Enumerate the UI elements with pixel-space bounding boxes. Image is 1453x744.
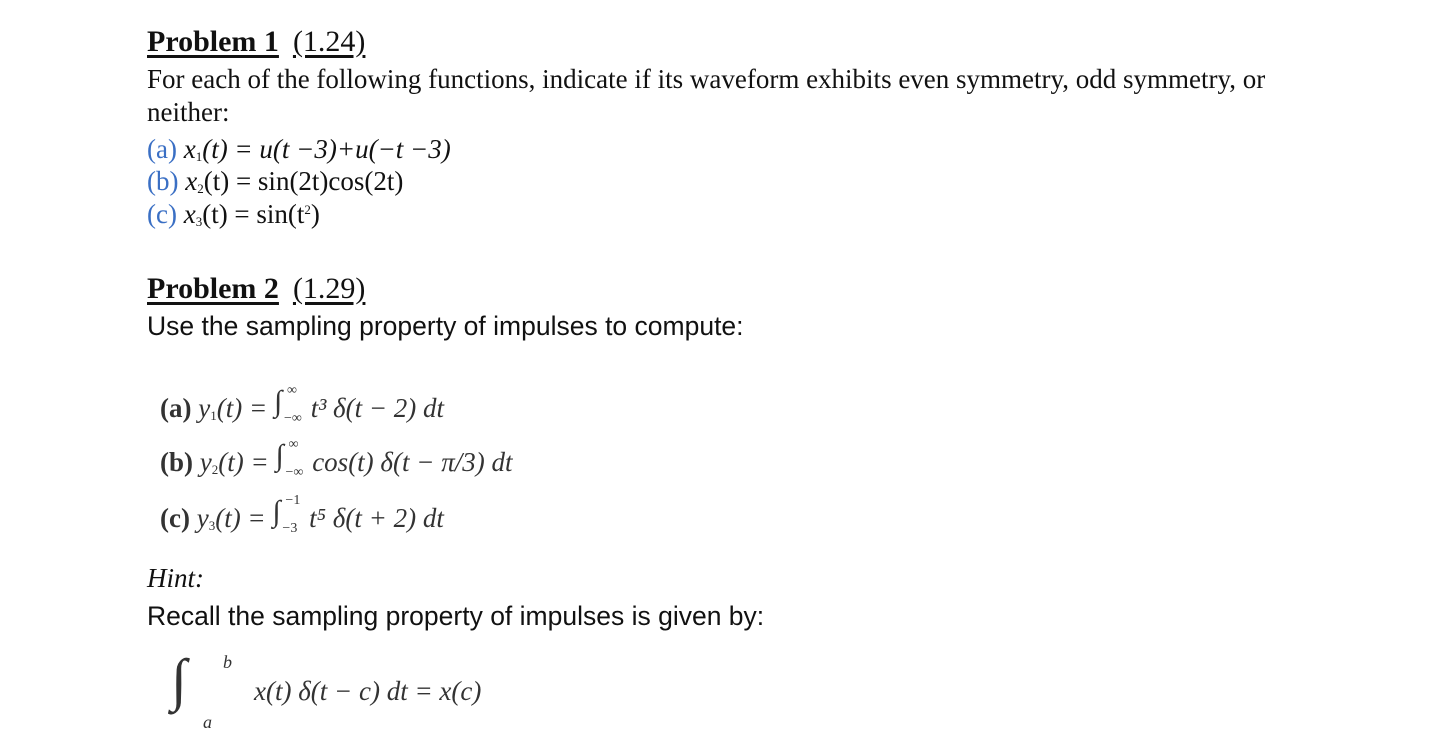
item-label: (a) xyxy=(147,134,177,164)
integral-sign: ∫ xyxy=(273,384,283,418)
item-label: (b) xyxy=(147,166,179,196)
hint-text: Recall the sampling property of impulses is given by: xyxy=(147,601,765,631)
problem-1-item-a: (a) $x_1(t) = u(t -3)+u(-t -3)$ xyxy=(147,134,451,164)
item-label: (a) xyxy=(160,393,192,423)
hint-formula: x(t) δ(t − c) dt = x(c) xyxy=(254,676,482,706)
item-label: (b) xyxy=(160,447,193,477)
problem-1-title: Problem 1 xyxy=(147,25,279,58)
hint-upper-limit: b xyxy=(223,652,232,672)
problem-2-title: Problem 2 xyxy=(147,272,279,305)
integral-sign: ∫ xyxy=(272,494,281,528)
integral-sign: ∫ xyxy=(275,438,284,472)
hint-title: Hint: xyxy=(147,563,204,593)
problem-2-item-a: (a) $y_1(t)$ = ∫ ∞ −∞ t³ δ(t − 2) dt xyxy=(160,382,445,426)
hint-integral-sign: ∫ xyxy=(171,647,187,712)
problem-2-ref: (1.29) xyxy=(292,272,366,305)
problem-2-description: Use the sampling property of impulses to compute: xyxy=(147,311,744,341)
problem-1-item-c: (c) $x_3(t) = \sin(t^2)$ xyxy=(147,199,320,229)
problem-1-heading xyxy=(147,25,365,59)
problem-1-item-b: (b) $x_2(t) = \sin(2t)\cos(2t)$ xyxy=(147,166,404,196)
problem-1-ref: (1.24) xyxy=(292,25,366,58)
item-label: (c) xyxy=(147,199,177,229)
hint-lower-limit: a xyxy=(203,712,212,732)
problem-2-heading xyxy=(147,272,365,306)
problem-2-item-c: (c) $y_3(t)$ = ∫ −1 −3 t⁵ δ(t + 2) dt xyxy=(160,492,444,536)
problem-1-description: For each of the following functions, indicate if its waveform exhibits even symmetry, odd symmetry, or xyxy=(147,64,1266,94)
item-label: (c) xyxy=(160,503,190,533)
problem-1-description-cont: neither: xyxy=(147,97,230,127)
problem-2-item-b: (b) $y_2(t)$ = ∫ ∞ −∞ cos(t) δ(t − π/3) dt xyxy=(160,436,513,480)
